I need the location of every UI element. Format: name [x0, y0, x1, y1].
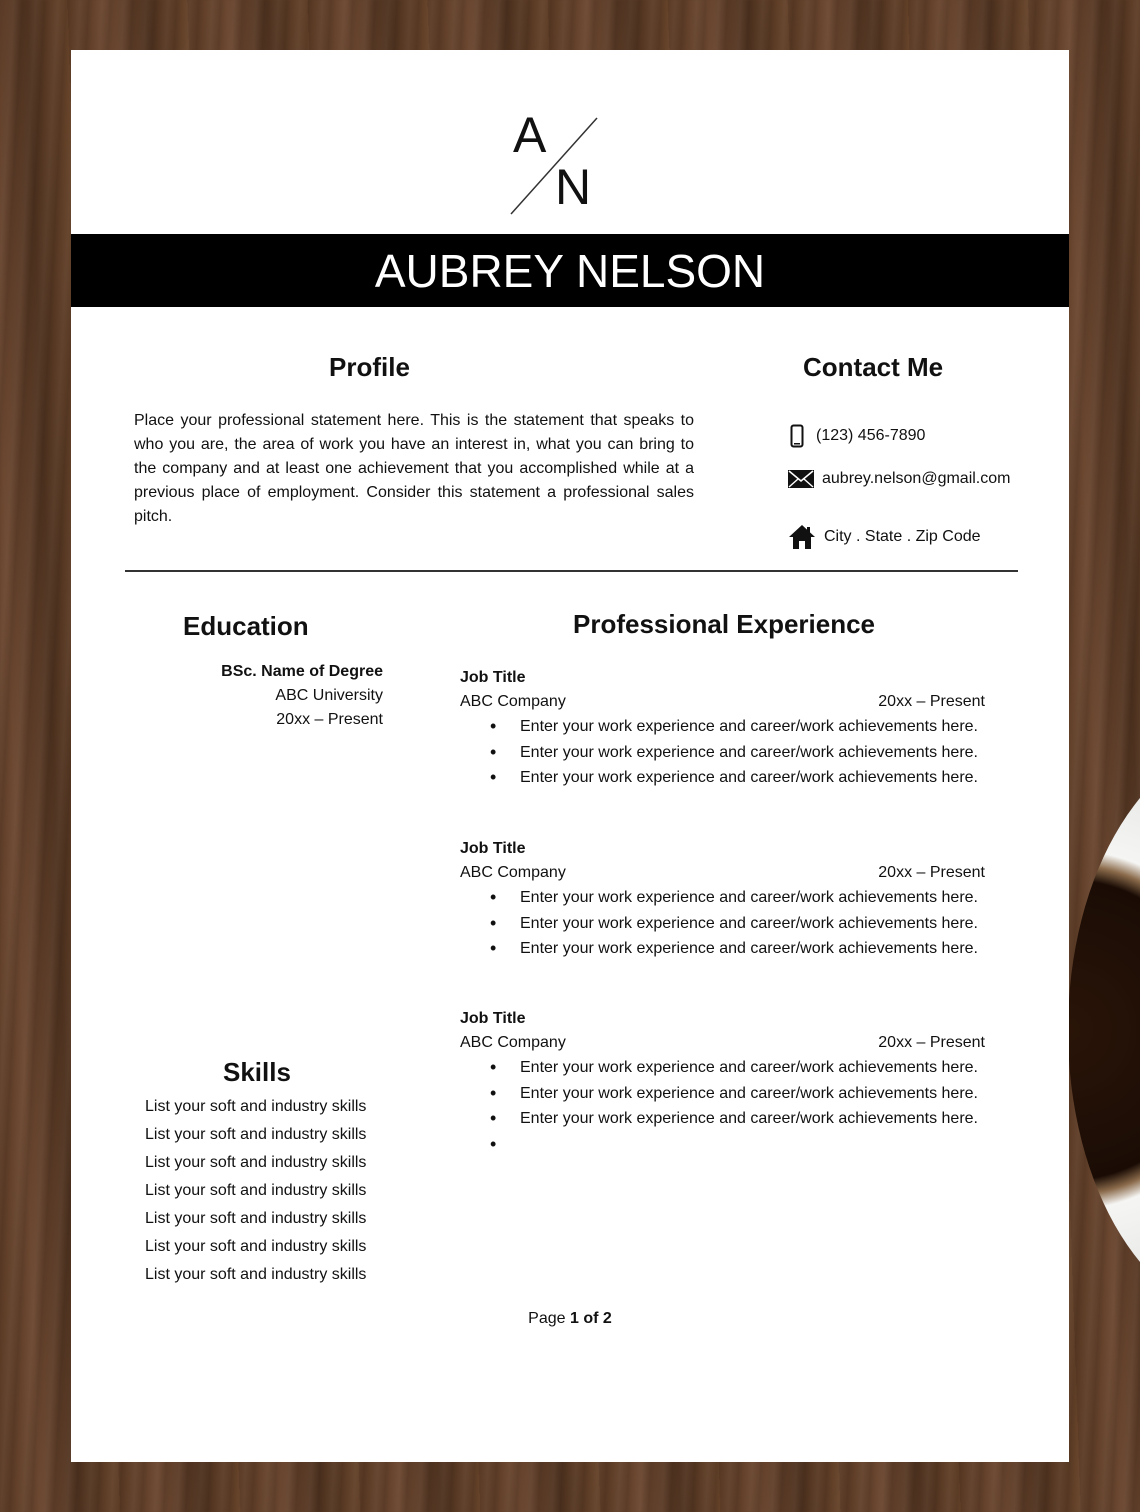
job-company: ABC Company — [460, 1034, 566, 1051]
page-total: 2 — [602, 1310, 612, 1327]
job-bullets — [460, 885, 1020, 962]
section-divider — [125, 570, 1018, 572]
coffee-cup — [1068, 740, 1140, 1320]
skill-item: List your soft and industry skills — [145, 1154, 367, 1171]
degree: BSc. Name of Degree — [221, 663, 383, 680]
skill-item: List your soft and industry skills — [145, 1098, 367, 1115]
full-name: AUBREY NELSON — [374, 244, 766, 297]
job-company: ABC Company — [460, 864, 566, 881]
skill-item: List your soft and industry skills — [145, 1238, 367, 1255]
job-bullet-empty — [520, 1132, 1020, 1157]
email-address: aubrey.nelson@gmail.com — [822, 470, 1011, 487]
address: City . State . Zip Code — [824, 528, 981, 545]
job-bullet: • Enter your work experience and career/work achievements here. — [520, 1106, 1020, 1132]
education-dates: 20xx – Present — [276, 711, 383, 728]
job-entry — [460, 666, 1020, 791]
skills-heading: Skills — [223, 1057, 291, 1087]
job-bullets — [460, 714, 1020, 791]
education-block — [221, 660, 383, 732]
job-bullet: • Enter your work experience and career/work achievements here. — [520, 740, 1020, 766]
job-bullet: • Enter your work experience and career/work achievements here. — [520, 714, 1020, 740]
skill-item: List your soft and industry skills — [145, 1182, 367, 1199]
monogram-first-initial: A — [513, 107, 547, 163]
phone-icon — [790, 424, 804, 448]
home-icon — [788, 524, 816, 550]
page-prefix: Page — [528, 1310, 566, 1327]
name-banner — [71, 234, 1069, 307]
experience-heading: Professional Experience — [573, 609, 876, 639]
page-current: 1 — [570, 1310, 579, 1327]
job-entry — [460, 837, 1020, 962]
job-bullet: • Enter your work experience and career/work achievements here. — [520, 1055, 1020, 1081]
monogram-second-initial: N — [555, 159, 592, 215]
job-bullet: • Enter your work experience and career/work achievements here. — [520, 765, 1020, 791]
job-dates: 20xx – Present — [878, 693, 985, 710]
skill-item: List your soft and industry skills — [145, 1210, 367, 1227]
profile-heading: Profile — [329, 352, 410, 382]
contact-heading: Contact Me — [803, 352, 944, 382]
job-title: Job Title — [460, 669, 526, 686]
job-dates: 20xx – Present — [878, 1034, 985, 1051]
page-number — [0, 1310, 1140, 1328]
job-dates: 20xx – Present — [878, 864, 985, 881]
job-bullet: • Enter your work experience and career/work achievements here. — [520, 1081, 1020, 1107]
phone-number: (123) 456-7890 — [816, 427, 926, 444]
education-heading: Education — [183, 611, 309, 641]
page-of: of — [583, 1310, 599, 1327]
skill-item: List your soft and industry skills — [145, 1266, 367, 1283]
skills-list — [145, 1093, 366, 1289]
job-title: Job Title — [460, 840, 526, 857]
monogram-logo — [505, 107, 600, 218]
job-company: ABC Company — [460, 693, 566, 710]
contact-phone — [790, 424, 925, 448]
contact-address — [788, 524, 981, 550]
skill-item: List your soft and industry skills — [145, 1126, 367, 1143]
job-bullet: • Enter your work experience and career/work achievements here. — [520, 936, 1020, 962]
job-title: Job Title — [460, 1010, 526, 1027]
job-bullets — [460, 1055, 1020, 1157]
monogram-slash — [505, 107, 600, 218]
job-entry — [460, 1007, 1020, 1157]
job-bullet: • Enter your work experience and career/work achievements here. — [520, 911, 1020, 937]
envelope-icon — [788, 470, 814, 488]
school: ABC University — [275, 687, 383, 704]
profile-text: Place your professional statement here. This is the statement that speaks to who you are, the area of work you have an interest in, what you can bring to the company and at least one achievement that you accomplished while at a previous place of employment. Consider this statement a professional sales pitch. — [134, 412, 694, 525]
contact-email — [788, 470, 1010, 488]
job-bullet: • Enter your work experience and career/work achievements here. — [520, 885, 1020, 911]
